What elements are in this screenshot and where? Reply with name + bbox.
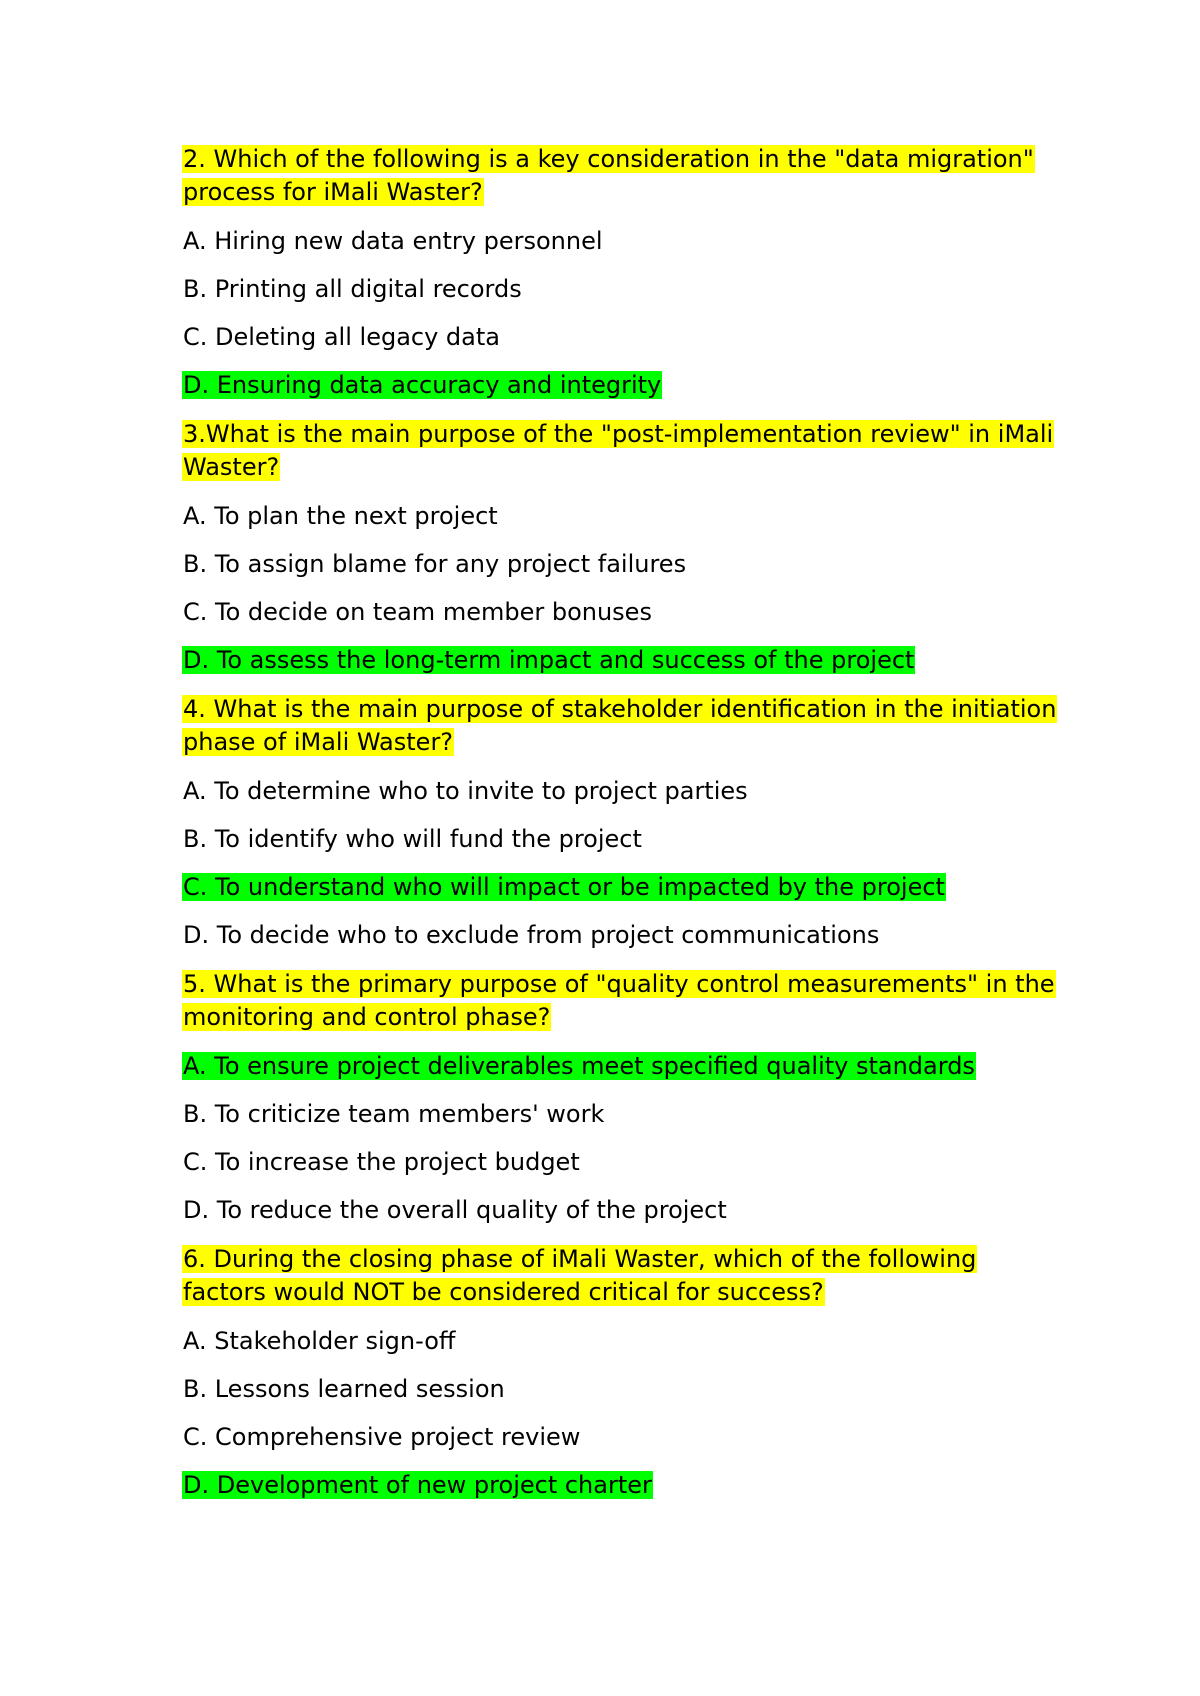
question-list	[182, 143, 1062, 1518]
answer-option	[182, 872, 1062, 903]
answer-option-text: D. To decide who to exclude from project communications	[183, 921, 880, 949]
question-text-highlight: 3.What is the main purpose of the "post-implementation review" in iMali Waster?	[183, 420, 1054, 481]
answer-option-text: C. To increase the project budget	[183, 1148, 580, 1176]
answer-option-text: B. Printing all digital records	[183, 275, 522, 303]
answer-option	[182, 824, 1062, 855]
answer-option	[182, 776, 1062, 807]
question-text	[182, 418, 1062, 484]
answer-option	[182, 1470, 1062, 1501]
question-text	[182, 143, 1062, 209]
correct-answer-text: A. To ensure project deliverables meet specified quality standards	[183, 1052, 975, 1080]
question-text	[182, 693, 1062, 759]
answer-option	[182, 1195, 1062, 1226]
answer-option-text: B. To identify who will fund the project	[183, 825, 642, 853]
answer-option-text: A. To determine who to invite to project parties	[183, 777, 748, 805]
question-text	[182, 968, 1062, 1034]
correct-answer-text: C. To understand who will impact or be impacted by the project	[183, 873, 945, 901]
question-block	[182, 1243, 1062, 1501]
correct-answer-text: D. Development of new project charter	[183, 1471, 652, 1499]
answer-option	[182, 1051, 1062, 1082]
question-text-highlight: 6. During the closing phase of iMali Waster, which of the following factors would NOT be considered critical for success?	[183, 1245, 977, 1306]
question-block	[182, 968, 1062, 1226]
question-block	[182, 143, 1062, 401]
answer-option	[182, 920, 1062, 951]
answer-option-text: A. Hiring new data entry personnel	[183, 227, 603, 255]
answer-option	[182, 1422, 1062, 1453]
question-block	[182, 418, 1062, 676]
correct-answer-text: D. Ensuring data accuracy and integrity	[183, 371, 662, 399]
answer-option	[182, 370, 1062, 401]
question-text-highlight: 2. Which of the following is a key consideration in the "data migration" process for iMali Waster?	[183, 145, 1034, 206]
question-text-highlight: 4. What is the main purpose of stakeholder identification in the initiation phase of iMali Waster?	[183, 695, 1057, 756]
answer-option-text: B. Lessons learned session	[183, 1375, 505, 1403]
answer-option	[182, 597, 1062, 628]
answer-option	[182, 1147, 1062, 1178]
answer-option-text: D. To reduce the overall quality of the project	[183, 1196, 727, 1224]
answer-option	[182, 1326, 1062, 1357]
answer-option	[182, 226, 1062, 257]
answer-option-text: A. Stakeholder sign-off	[183, 1327, 456, 1355]
answer-option-text: C. Deleting all legacy data	[183, 323, 500, 351]
answer-option-text: A. To plan the next project	[183, 502, 498, 530]
answer-option	[182, 274, 1062, 305]
answer-option-text: B. To criticize team members' work	[183, 1100, 605, 1128]
answer-option	[182, 322, 1062, 353]
answer-option-text: B. To assign blame for any project failures	[183, 550, 687, 578]
answer-option-text: C. To decide on team member bonuses	[183, 598, 652, 626]
answer-option	[182, 501, 1062, 532]
answer-option	[182, 549, 1062, 580]
question-text	[182, 1243, 1062, 1309]
answer-option	[182, 1099, 1062, 1130]
question-block	[182, 693, 1062, 951]
answer-option	[182, 1374, 1062, 1405]
answer-option	[182, 645, 1062, 676]
question-text-highlight: 5. What is the primary purpose of "quality control measurements" in the monitoring and control phase?	[183, 970, 1055, 1031]
answer-option-text: C. Comprehensive project review	[183, 1423, 581, 1451]
correct-answer-text: D. To assess the long-term impact and success of the project	[183, 646, 915, 674]
